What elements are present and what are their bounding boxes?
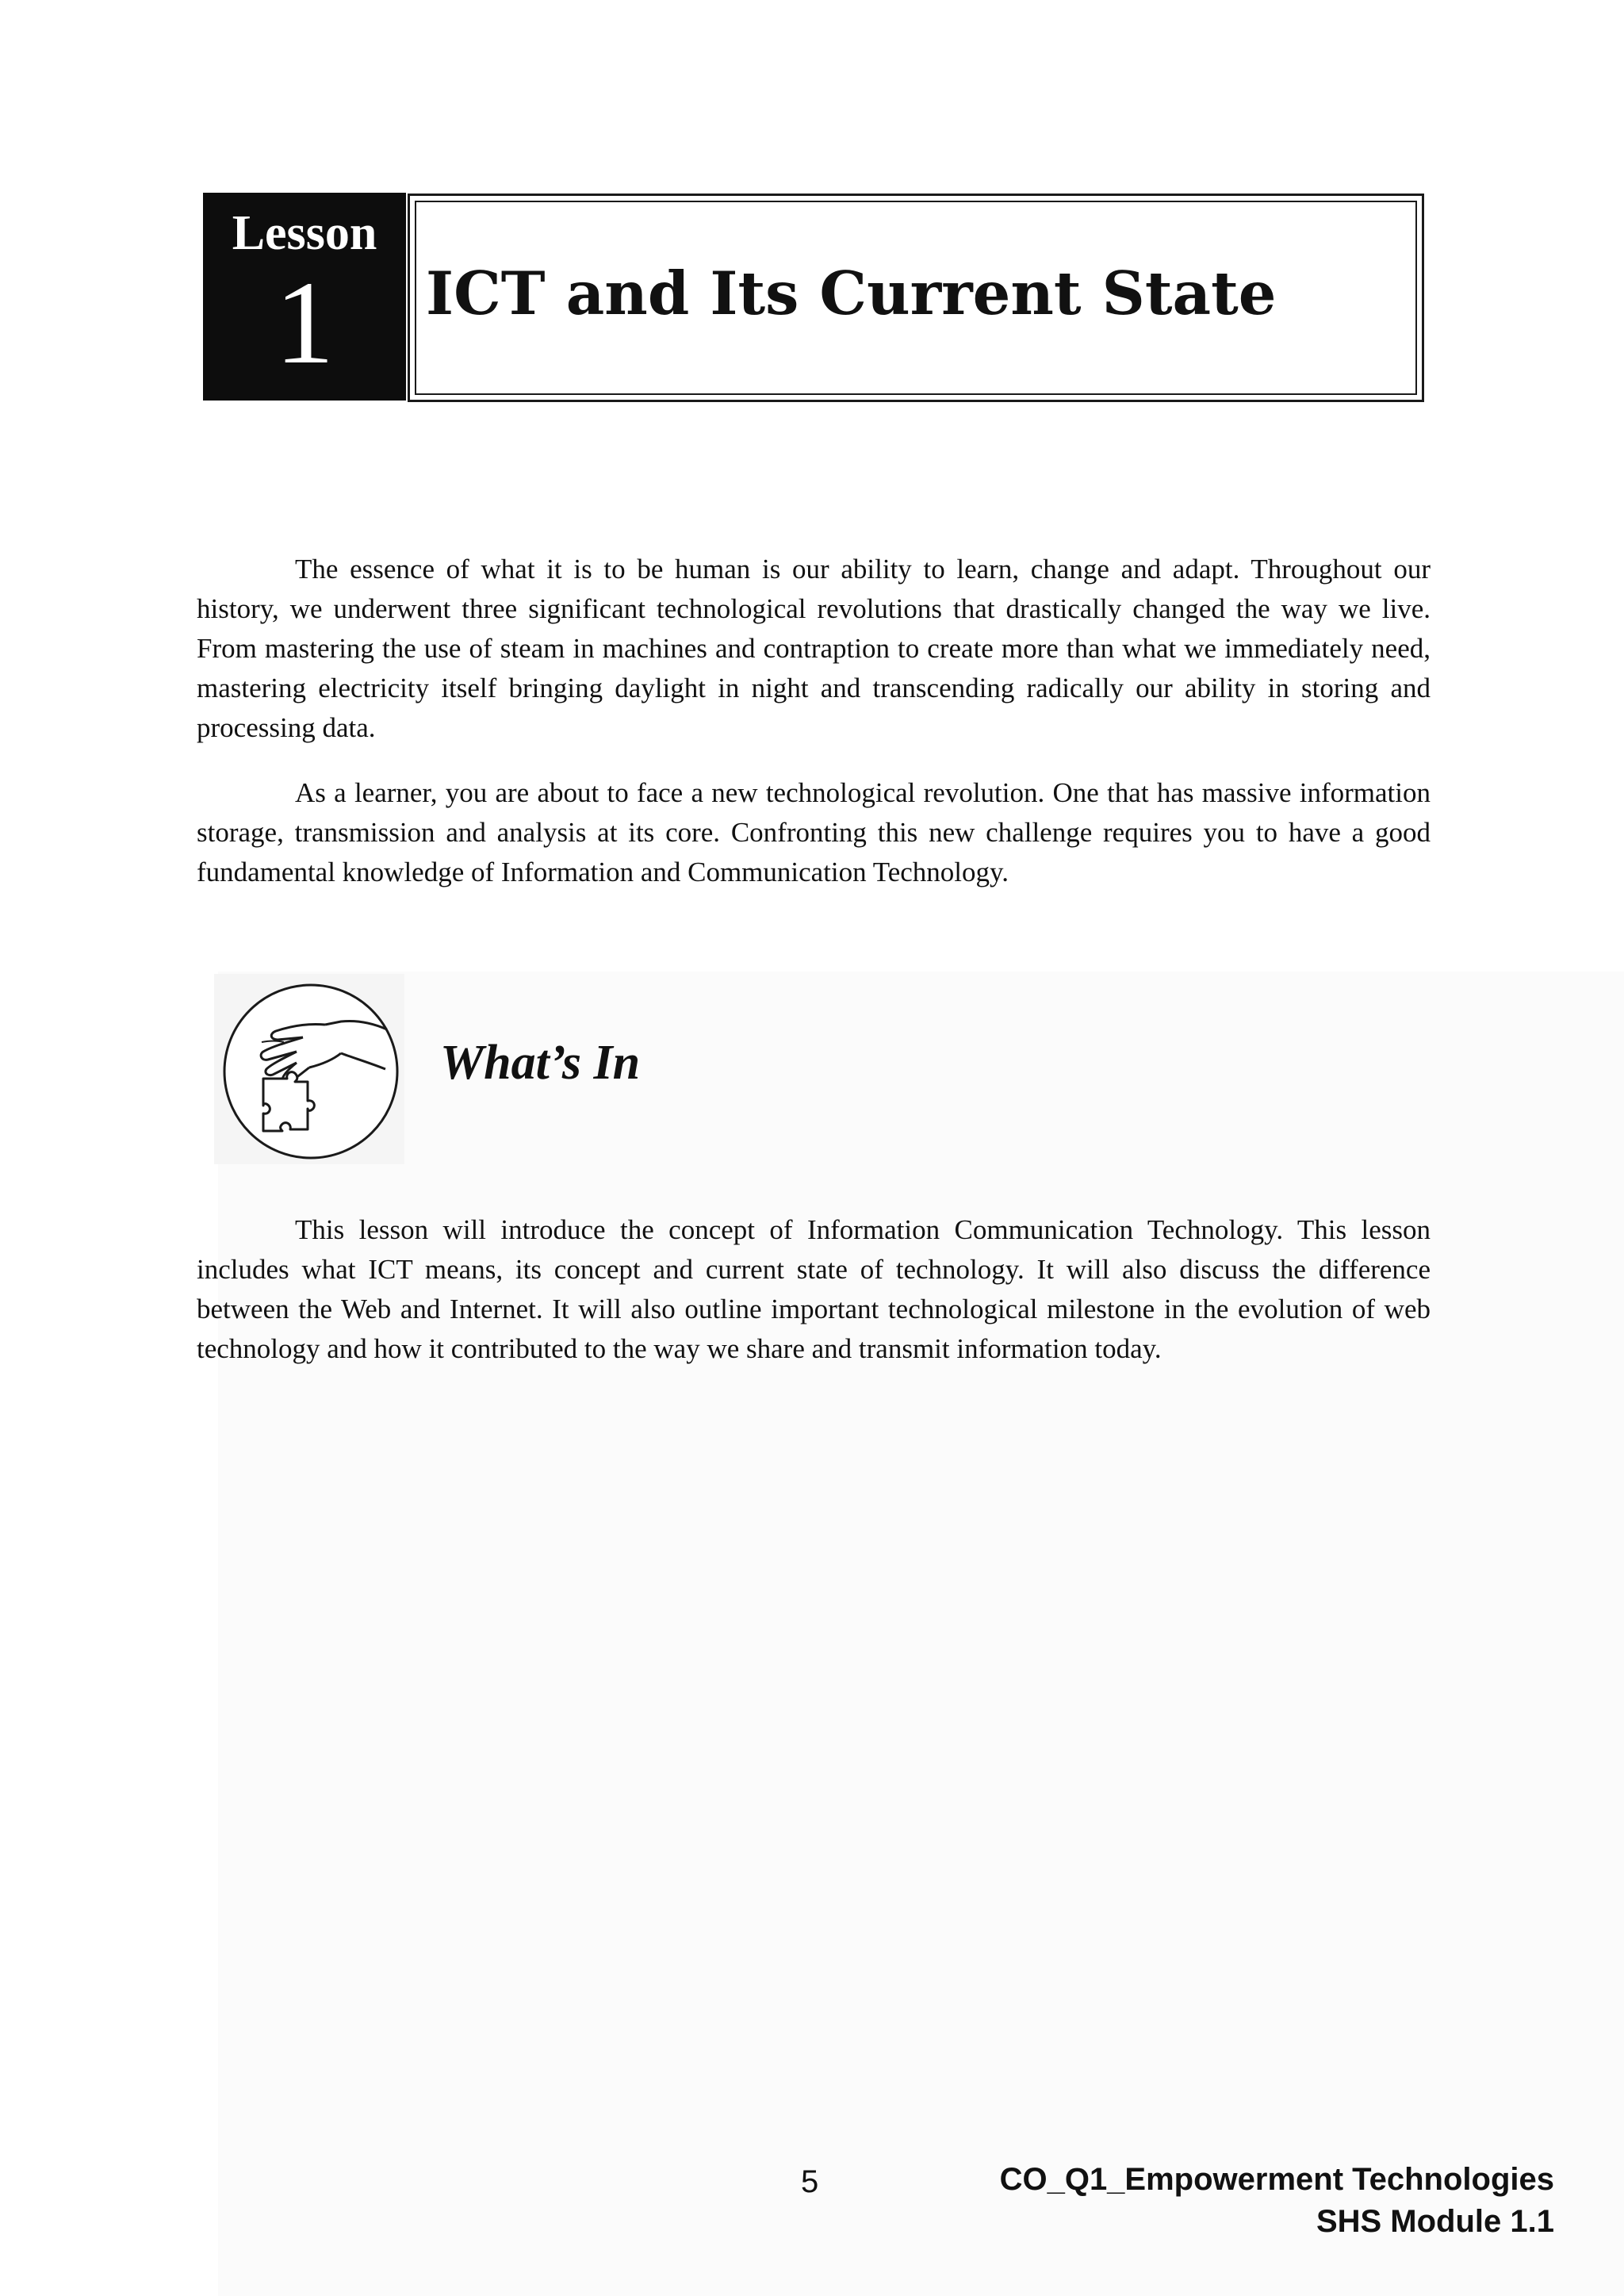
lesson-title: ICT and Its Current State: [426, 259, 1277, 328]
module-footer-line-1: CO_Q1_Empowerment Technologies: [999, 2162, 1554, 2197]
intro-paragraph-1: The essence of what it is to be human is our ability to learn, change and adapt. Throughout our history, we underwent three significant technological revolutions that drastically changed the way we live. From mastering the use of steam in machines and contraption to create more than what we immediately need, mastering electricity itself bringing daylight in night and transcending radically our ability in storing and processing data.: [197, 554, 1431, 743]
intro-paragraph-2: As a learner, you are about to face a new technological revolution. One that has massive information storage, transmission and analysis at its core. Confronting this new challenge requires you to have a good fundamental knowledge of Information and Communication Technology.: [197, 777, 1431, 887]
module-footer: [1000, 2159, 1554, 2243]
hand-puzzle-icon: [214, 974, 404, 1164]
lesson-title-box: [408, 194, 1424, 402]
lesson-label: Lesson: [232, 206, 377, 260]
module-footer-line-2: SHS Module 1.1: [1316, 2204, 1554, 2239]
whats-in-title: What’s In: [440, 1036, 641, 1090]
lesson-badge: [203, 193, 406, 401]
lesson-number: 1: [274, 257, 335, 389]
page-background: [218, 972, 1624, 2296]
page-number: 5: [801, 2164, 819, 2199]
whats-in-paragraph: This lesson will introduce the concept of Information Communication Technology. This lesson includes what ICT means, its concept and current state of technology. It will also discuss the difference between the Web and Internet. It will also outline important technological milestone in the evolution of web technology and how it contributed to the way we share and transmit information today.: [197, 1214, 1431, 1364]
